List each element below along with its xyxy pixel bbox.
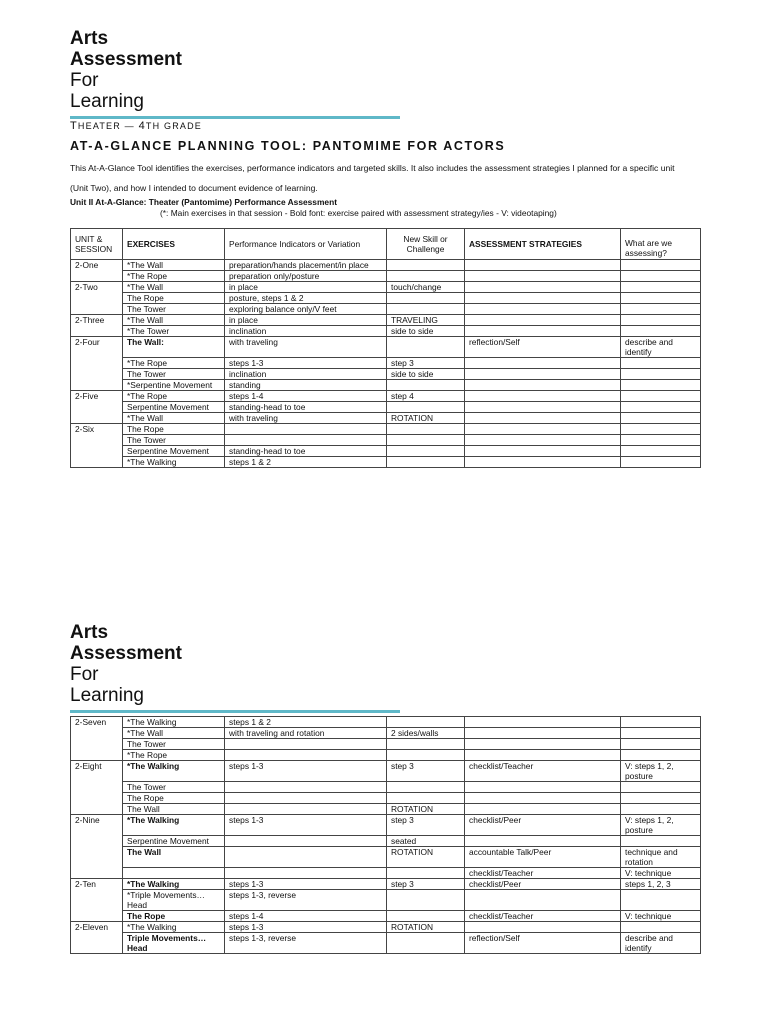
- table-row: [71, 315, 701, 326]
- table-row: [71, 337, 701, 358]
- table-row: [71, 717, 701, 728]
- assessing-cell: [621, 446, 701, 457]
- exercise-cell: *Serpentine Movement: [123, 380, 225, 391]
- table-header-row: [71, 229, 701, 260]
- strategy-cell: checklist/Teacher: [465, 868, 621, 879]
- indicator-cell: [225, 793, 387, 804]
- table-row: [71, 435, 701, 446]
- strategy-cell: [465, 793, 621, 804]
- exercise-cell: *The Rope: [123, 271, 225, 282]
- table-row: [71, 728, 701, 739]
- exercise-cell: The Wall: [123, 847, 225, 868]
- exercise-cell: *Triple Movements…Head: [123, 890, 225, 911]
- strategy-cell: [465, 804, 621, 815]
- skill-cell: [387, 750, 465, 761]
- strategy-cell: [465, 836, 621, 847]
- indicator-cell: [225, 836, 387, 847]
- exercise-cell: *The Walking: [123, 922, 225, 933]
- assessing-cell: [621, 304, 701, 315]
- exercise-cell: The Rope: [123, 793, 225, 804]
- session-cell: 2-Four: [71, 337, 123, 391]
- exercise-cell: The Rope: [123, 424, 225, 435]
- table-row: [71, 868, 701, 879]
- table-row: [71, 293, 701, 304]
- table-row: [71, 761, 701, 782]
- skill-cell: [387, 457, 465, 468]
- assessing-cell: describe and identify: [621, 337, 701, 358]
- table-row: [71, 847, 701, 868]
- table-row: [71, 271, 701, 282]
- indicator-cell: [225, 782, 387, 793]
- strategy-cell: reflection/Self: [465, 933, 621, 954]
- skill-cell: step 3: [387, 879, 465, 890]
- strategy-cell: [465, 750, 621, 761]
- exercise-cell: The Tower: [123, 304, 225, 315]
- indicator-cell: in place: [225, 282, 387, 293]
- logo: [70, 622, 400, 713]
- indicator-cell: with traveling and rotation: [225, 728, 387, 739]
- assessing-cell: [621, 739, 701, 750]
- exercise-cell: Serpentine Movement: [123, 446, 225, 457]
- logo-line-for: For: [70, 70, 99, 91]
- planning-table-part-1: [70, 228, 701, 468]
- indicator-cell: standing: [225, 380, 387, 391]
- assessing-cell: [621, 358, 701, 369]
- header-new-skill: New Skill or Challenge: [387, 229, 465, 260]
- assessing-cell: [621, 282, 701, 293]
- indicator-cell: with traveling: [225, 337, 387, 358]
- assessing-cell: [621, 435, 701, 446]
- indicator-cell: standing-head to toe: [225, 446, 387, 457]
- table-row: [71, 836, 701, 847]
- session-cell: 2-Nine: [71, 815, 123, 879]
- strategy-cell: checklist/Peer: [465, 815, 621, 836]
- skill-cell: [387, 293, 465, 304]
- strategy-cell: [465, 369, 621, 380]
- table-row: [71, 457, 701, 468]
- assessing-cell: [621, 413, 701, 424]
- skill-cell: [387, 271, 465, 282]
- assessing-cell: [621, 369, 701, 380]
- exercise-cell: [123, 868, 225, 879]
- header-assessment-strategies: ASSESSMENT STRATEGIES: [465, 229, 621, 260]
- strategy-cell: checklist/Teacher: [465, 911, 621, 922]
- indicator-cell: [225, 424, 387, 435]
- logo-line-arts: Arts: [70, 28, 109, 49]
- assessing-cell: [621, 782, 701, 793]
- exercise-cell: *The Walking: [123, 761, 225, 782]
- skill-cell: seated: [387, 836, 465, 847]
- logo-line-learning: Learning: [70, 91, 144, 112]
- skill-cell: [387, 446, 465, 457]
- skill-cell: [387, 337, 465, 358]
- strategy-cell: [465, 435, 621, 446]
- exercise-cell: *The Wall: [123, 728, 225, 739]
- exercise-cell: The Tower: [123, 369, 225, 380]
- skill-cell: ROTATION: [387, 847, 465, 868]
- skill-cell: side to side: [387, 369, 465, 380]
- strategy-cell: [465, 739, 621, 750]
- header-exercises: EXERCISES: [123, 229, 225, 260]
- session-cell: 2-Two: [71, 282, 123, 315]
- indicator-cell: [225, 739, 387, 750]
- skill-cell: step 3: [387, 761, 465, 782]
- indicator-cell: steps 1-3, reverse: [225, 933, 387, 954]
- indicator-cell: steps 1-3: [225, 879, 387, 890]
- skill-cell: [387, 793, 465, 804]
- table-row: [71, 413, 701, 424]
- strategy-cell: [465, 782, 621, 793]
- indicator-cell: steps 1-3, reverse: [225, 890, 387, 911]
- strategy-cell: [465, 260, 621, 271]
- session-cell: 2-Eleven: [71, 922, 123, 954]
- skill-cell: [387, 435, 465, 446]
- header-performance-indicators: Performance Indicators or Variation: [225, 229, 387, 260]
- indicator-cell: inclination: [225, 369, 387, 380]
- table-row: [71, 369, 701, 380]
- skill-cell: [387, 739, 465, 750]
- strategy-cell: reflection/Self: [465, 337, 621, 358]
- exercise-cell: The Wall:: [123, 337, 225, 358]
- strategy-cell: [465, 304, 621, 315]
- exercise-cell: *The Wall: [123, 260, 225, 271]
- assessing-cell: [621, 836, 701, 847]
- skill-cell: [387, 868, 465, 879]
- logo-line-learning: Learning: [70, 685, 144, 706]
- skill-cell: step 3: [387, 815, 465, 836]
- table-row: [71, 424, 701, 435]
- strategy-cell: [465, 728, 621, 739]
- session-cell: 2-Eight: [71, 761, 123, 815]
- table-row: [71, 782, 701, 793]
- table-row: [71, 391, 701, 402]
- exercise-cell: Serpentine Movement: [123, 402, 225, 413]
- indicator-cell: [225, 750, 387, 761]
- table-row: [71, 911, 701, 922]
- assessing-cell: [621, 728, 701, 739]
- table-row: [71, 282, 701, 293]
- indicator-cell: standing-head to toe: [225, 402, 387, 413]
- indicator-cell: steps 1-3: [225, 358, 387, 369]
- skill-cell: [387, 380, 465, 391]
- session-cell: 2-Six: [71, 424, 123, 468]
- skill-cell: [387, 933, 465, 954]
- indicator-cell: [225, 868, 387, 879]
- exercise-cell: *The Walking: [123, 717, 225, 728]
- exercise-cell: *The Wall: [123, 315, 225, 326]
- indicator-cell: steps 1-4: [225, 391, 387, 402]
- exercise-cell: The Tower: [123, 435, 225, 446]
- skill-cell: side to side: [387, 326, 465, 337]
- table-row: [71, 750, 701, 761]
- assessing-cell: [621, 380, 701, 391]
- assessing-cell: technique and rotation: [621, 847, 701, 868]
- strategy-cell: [465, 922, 621, 933]
- exercise-cell: *The Wall: [123, 413, 225, 424]
- assessing-cell: [621, 271, 701, 282]
- indicator-cell: steps 1-3: [225, 922, 387, 933]
- exercise-cell: *The Walking: [123, 879, 225, 890]
- strategy-cell: [465, 358, 621, 369]
- table-row: [71, 793, 701, 804]
- assessing-cell: [621, 457, 701, 468]
- skill-cell: ROTATION: [387, 922, 465, 933]
- logo: [70, 28, 400, 119]
- table-row: [71, 326, 701, 337]
- skill-cell: [387, 402, 465, 413]
- assessing-cell: [621, 326, 701, 337]
- skill-cell: [387, 890, 465, 911]
- table-row: [71, 815, 701, 836]
- strategy-cell: [465, 326, 621, 337]
- strategy-cell: [465, 402, 621, 413]
- strategy-cell: accountable Talk/Peer: [465, 847, 621, 868]
- skill-cell: step 3: [387, 358, 465, 369]
- strategy-cell: [465, 293, 621, 304]
- skill-cell: ROTATION: [387, 413, 465, 424]
- table-row: [71, 446, 701, 457]
- skill-cell: [387, 304, 465, 315]
- logo-line-assessment: Assessment: [70, 643, 182, 664]
- assessing-cell: [621, 890, 701, 911]
- assessing-cell: [621, 717, 701, 728]
- table-row: [71, 739, 701, 750]
- indicator-cell: steps 1-4: [225, 911, 387, 922]
- page-title: AT-A-GLANCE PLANNING TOOL: PANTOMIME FOR ACTORS: [70, 139, 506, 153]
- strategy-cell: [465, 457, 621, 468]
- skill-cell: [387, 717, 465, 728]
- logo-rule: [70, 116, 400, 119]
- unit-heading: Unit II At-A-Glance: Theater (Pantomime) Performance Assessment: [70, 197, 337, 207]
- assessing-cell: [621, 293, 701, 304]
- assessing-cell: [621, 424, 701, 435]
- indicator-cell: preparation/hands placement/in place: [225, 260, 387, 271]
- exercise-cell: *The Walking: [123, 457, 225, 468]
- strategy-cell: [465, 282, 621, 293]
- strategy-cell: [465, 424, 621, 435]
- skill-cell: 2 sides/walls: [387, 728, 465, 739]
- session-cell: 2-Five: [71, 391, 123, 424]
- logo-rule: [70, 710, 400, 713]
- logo-line-arts: Arts: [70, 622, 109, 643]
- exercise-cell: *The Wall: [123, 282, 225, 293]
- indicator-cell: [225, 435, 387, 446]
- skill-cell: step 4: [387, 391, 465, 402]
- skill-cell: touch/change: [387, 282, 465, 293]
- table-row: [71, 402, 701, 413]
- strategy-cell: checklist/Teacher: [465, 761, 621, 782]
- logo-line-for: For: [70, 664, 99, 685]
- table-row: [71, 933, 701, 954]
- indicator-cell: steps 1-3: [225, 815, 387, 836]
- strategy-cell: [465, 380, 621, 391]
- table-row: [71, 890, 701, 911]
- assessing-cell: V: steps 1, 2, posture: [621, 761, 701, 782]
- skill-cell: ROTATION: [387, 804, 465, 815]
- exercise-cell: *The Rope: [123, 391, 225, 402]
- table-row: [71, 304, 701, 315]
- assessing-cell: [621, 804, 701, 815]
- table-row: [71, 922, 701, 933]
- exercise-cell: *The Walking: [123, 815, 225, 836]
- indicator-cell: [225, 804, 387, 815]
- exercise-cell: The Wall: [123, 804, 225, 815]
- strategy-cell: [465, 890, 621, 911]
- indicator-cell: [225, 847, 387, 868]
- header-unit-session: UNIT & SESSION: [71, 229, 123, 260]
- assessing-cell: describe and identify: [621, 933, 701, 954]
- table-row: [71, 879, 701, 890]
- exercise-cell: Triple Movements…Head: [123, 933, 225, 954]
- unit-legend-note: (*: Main exercises in that session - Bold font: exercise paired with assessment strategy/ies - V: videotaping): [160, 208, 557, 218]
- assessing-cell: [621, 402, 701, 413]
- strategy-cell: [465, 446, 621, 457]
- subject-kicker: THEATER — 4TH GRADE: [70, 120, 203, 132]
- table-body: [71, 717, 701, 954]
- indicator-cell: posture, steps 1 & 2: [225, 293, 387, 304]
- assessing-cell: [621, 260, 701, 271]
- table-row: [71, 380, 701, 391]
- skill-cell: [387, 424, 465, 435]
- intro-paragraph: This At-A-Glance Tool identifies the exercises, performance indicators and targeted skills. It also includes the assessment strategies I planned for a specific unit (Unit Two), and how I intended to document evidence of learning.: [70, 163, 675, 193]
- exercise-cell: The Rope: [123, 293, 225, 304]
- planning-table-part-2: [70, 716, 701, 954]
- exercise-cell: *The Rope: [123, 750, 225, 761]
- session-cell: 2-Seven: [71, 717, 123, 761]
- indicator-cell: steps 1-3: [225, 761, 387, 782]
- assessing-cell: [621, 750, 701, 761]
- table-row: [71, 260, 701, 271]
- session-cell: 2-Three: [71, 315, 123, 337]
- table-row: [71, 358, 701, 369]
- skill-cell: [387, 260, 465, 271]
- indicator-cell: steps 1 & 2: [225, 717, 387, 728]
- strategy-cell: checklist/Peer: [465, 879, 621, 890]
- assessing-cell: steps 1, 2, 3: [621, 879, 701, 890]
- assessing-cell: [621, 391, 701, 402]
- strategy-cell: [465, 315, 621, 326]
- strategy-cell: [465, 391, 621, 402]
- indicator-cell: steps 1 & 2: [225, 457, 387, 468]
- indicator-cell: in place: [225, 315, 387, 326]
- table-body: [71, 260, 701, 468]
- header-what-assessing: What are we assessing?: [621, 229, 701, 260]
- indicator-cell: exploring balance only/V feet: [225, 304, 387, 315]
- session-cell: 2-Ten: [71, 879, 123, 922]
- skill-cell: TRAVELING: [387, 315, 465, 326]
- skill-cell: [387, 782, 465, 793]
- skill-cell: [387, 911, 465, 922]
- indicator-cell: inclination: [225, 326, 387, 337]
- session-cell: 2-One: [71, 260, 123, 282]
- indicator-cell: preparation only/posture: [225, 271, 387, 282]
- strategy-cell: [465, 271, 621, 282]
- indicator-cell: with traveling: [225, 413, 387, 424]
- assessing-cell: V: steps 1, 2, posture: [621, 815, 701, 836]
- exercise-cell: The Tower: [123, 782, 225, 793]
- assessing-cell: [621, 793, 701, 804]
- assessing-cell: [621, 315, 701, 326]
- exercise-cell: Serpentine Movement: [123, 836, 225, 847]
- exercise-cell: *The Tower: [123, 326, 225, 337]
- assessing-cell: V: technique: [621, 868, 701, 879]
- exercise-cell: *The Rope: [123, 358, 225, 369]
- assessing-cell: [621, 922, 701, 933]
- strategy-cell: [465, 413, 621, 424]
- strategy-cell: [465, 717, 621, 728]
- exercise-cell: The Rope: [123, 911, 225, 922]
- assessing-cell: V: technique: [621, 911, 701, 922]
- exercise-cell: The Tower: [123, 739, 225, 750]
- logo-line-assessment: Assessment: [70, 49, 182, 70]
- table-row: [71, 804, 701, 815]
